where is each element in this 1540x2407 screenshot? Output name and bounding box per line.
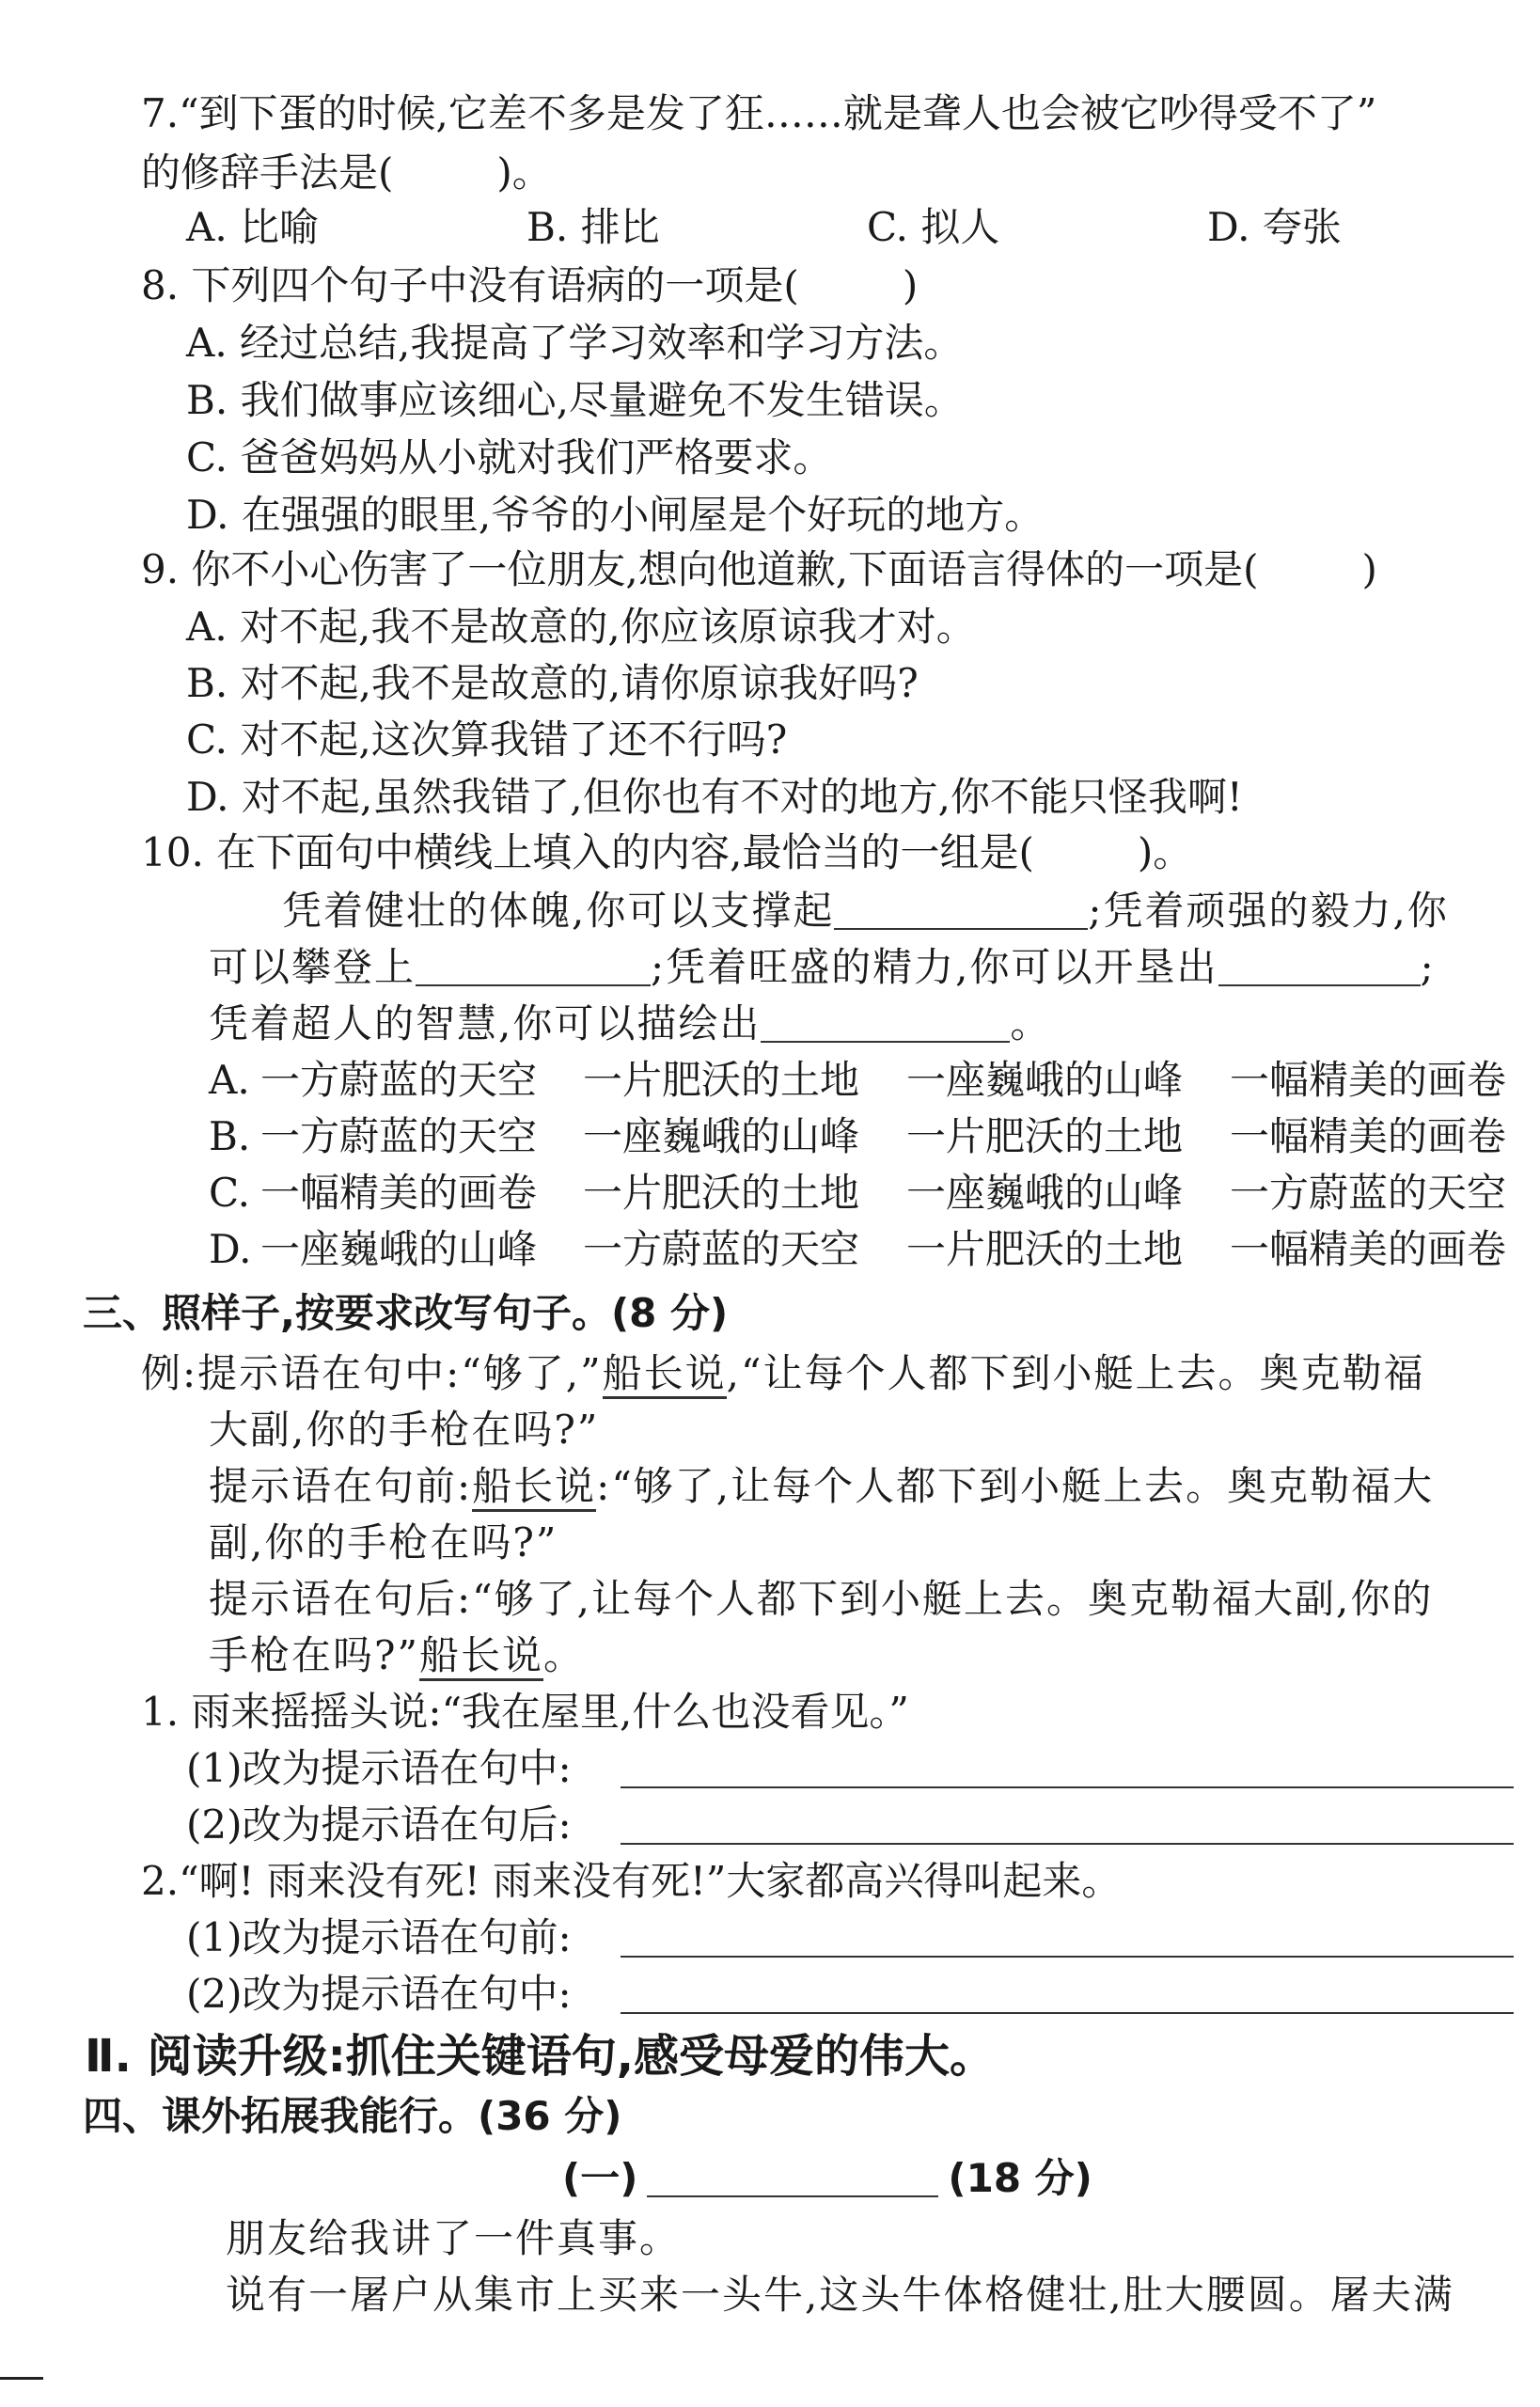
q9-stem-end: ) (1361, 546, 1377, 592)
q10-passage-line1 (282, 884, 1449, 938)
q10-blank-2[interactable] (416, 947, 651, 986)
q7-stem-text: 的修辞手法是( (141, 149, 394, 196)
sec3-example-line1 (141, 1346, 1424, 1401)
q10-stem-end: )。 (1137, 829, 1193, 875)
q10-option-phrase: 一座巍峨的山峰 (906, 1057, 1184, 1103)
q10-option-key: C. (209, 1170, 250, 1216)
q10-option-phrase: 一方蔚蓝的天空 (260, 1113, 538, 1159)
q10-option-phrase: 一片肥沃的土地 (906, 1226, 1184, 1272)
q10-passage-text: 可以攀登上 (209, 944, 416, 990)
q10-option-phrase: 一方蔚蓝的天空 (1230, 1170, 1507, 1216)
passage-1-number: (一) (562, 2155, 638, 2201)
example-text: 提示语在句前: (209, 1463, 473, 1509)
q8-option-a[interactable]: A. 经过总结,我提高了学习效率和学习方法。 (186, 320, 964, 366)
sec3-item2-part1-label: (1)改为提示语在句前: (186, 1914, 572, 1960)
q10-option-phrase: 一座巍峨的山峰 (260, 1226, 538, 1272)
q8-stem-end: ) (902, 262, 919, 308)
q10-passage-line3 (209, 997, 1051, 1051)
q10-option-phrase: 一方蔚蓝的天空 (583, 1226, 860, 1272)
q10-passage-text: 凭着健壮的体魄,你可以支撑起 (282, 888, 835, 934)
passage-1-paragraph-2: 说有一屠户从集市上买来一头牛,这头牛体格健壮,肚大腰圆。屠夫满 (226, 2272, 1454, 2318)
q10-stem (141, 826, 1192, 880)
part-2-heading: Ⅱ. 阅读升级:抓住关键语句,感受母爱的伟大。 (85, 2030, 995, 2083)
example-underlined-speaker: 船长说 (603, 1350, 727, 1399)
section-3-heading: 三、照样子,按要求改写句子。(8 分) (83, 1290, 729, 1336)
q10-option-phrase: 一座巍峨的山峰 (906, 1170, 1184, 1216)
sec3-item2: 2.“啊! 雨来没有死! 雨来没有死!”大家都高兴得叫起来。 (141, 1858, 1122, 1904)
sec3-item1: 1. 雨来摇摇头说:“我在屋里,什么也没看见。” (141, 1689, 909, 1735)
sec3-example-line2: 大副,你的手枪在吗?” (209, 1407, 600, 1453)
sec3-item2-part2-label: (2)改为提示语在句中: (186, 1971, 572, 2017)
q10-option-phrase: 一幅精美的画卷 (1230, 1057, 1507, 1103)
q10-option-phrase: 一幅精美的画卷 (1230, 1226, 1507, 1272)
q8-option-c[interactable]: C. 爸爸妈妈从小就对我们严格要求。 (186, 434, 833, 480)
section-4-heading: 四、课外拓展我能行。(36 分) (83, 2093, 622, 2139)
q10-option-phrase: 一座巍峨的山峰 (583, 1113, 860, 1159)
page-corner-mark (0, 2377, 43, 2380)
sec3-example-line5: 提示语在句后:“够了,让每个人都下到小艇上去。奥克勒福大副,你的 (209, 1576, 1434, 1622)
q7-option-a[interactable]: A. 比喻 (186, 204, 320, 250)
sec3-example-line3 (209, 1459, 1434, 1514)
example-text: 手枪在吗?” (209, 1632, 419, 1678)
sec3-item2-part2-answer-line[interactable] (621, 2012, 1514, 2014)
q10-option-phrase: 一片肥沃的土地 (583, 1057, 860, 1103)
q10-option-phrase: 一片肥沃的土地 (906, 1113, 1184, 1159)
q10-stem-text: 10. 在下面句中横线上填入的内容,最恰当的一组是( (141, 829, 1034, 875)
q7-option-c[interactable]: C. 拟人 (867, 204, 1000, 250)
passage-1-heading (562, 2151, 1092, 2206)
q10-option-phrase: 一片肥沃的土地 (583, 1170, 860, 1216)
q7-stem-end: )。 (496, 149, 552, 196)
example-text: ,“让每个人都下到小艇上去。奥克勒福 (726, 1350, 1425, 1396)
sec3-item1-part1-label: (1)改为提示语在句中: (186, 1745, 572, 1791)
q10-passage-line2 (209, 940, 1436, 995)
q10-passage-text: ;凭着顽强的毅力,你 (1088, 888, 1449, 934)
example-text: 。 (543, 1632, 586, 1678)
passage-1-score: (18 分) (948, 2155, 1092, 2201)
sec3-item1-part1-answer-line[interactable] (621, 1786, 1514, 1788)
q7-option-b[interactable]: B. 排比 (526, 204, 660, 250)
example-text: 例:提示语在句中:“够了,” (141, 1350, 603, 1396)
q8-option-b[interactable]: B. 我们做事应该细心,尽量避免不发生错误。 (186, 377, 964, 423)
q9-stem (141, 543, 1377, 597)
q10-option-phrase: 一幅精美的画卷 (1230, 1113, 1507, 1159)
passage-1-paragraph-1: 朋友给我讲了一件真事。 (226, 2215, 682, 2261)
q10-option-phrase: 一幅精美的画卷 (260, 1170, 538, 1216)
q10-option-key: B. (209, 1113, 251, 1159)
sec3-item1-part2-label: (2)改为提示语在句后: (186, 1801, 572, 1848)
q8-stem-text: 8. 下列四个句子中没有语病的一项是( (141, 262, 799, 308)
q8-option-d[interactable]: D. 在强强的眼里,爷爷的小闸屋是个好玩的地方。 (186, 492, 1045, 538)
q7-stem-line2 (141, 146, 552, 200)
q9-option-c[interactable]: C. 对不起,这次算我错了还不行吗? (186, 716, 788, 763)
sec3-item1-part2-answer-line[interactable] (621, 1843, 1514, 1845)
q7-option-d[interactable]: D. 夸张 (1207, 204, 1342, 250)
q9-option-b[interactable]: B. 对不起,我不是故意的,请你原谅我好吗? (186, 660, 919, 706)
example-underlined-speaker: 船长说 (472, 1463, 596, 1512)
q9-stem-text: 9. 你不小心伤害了一位朋友,想向他道歉,下面语言得体的一项是( (141, 546, 1259, 592)
q10-option-key: D. (209, 1226, 252, 1272)
q10-passage-text: ; (1420, 944, 1436, 990)
sec3-example-line6 (209, 1628, 585, 1683)
sec3-example-line4: 副,你的手枪在吗?” (209, 1519, 558, 1565)
q8-stem (141, 259, 918, 313)
example-text: :“够了,让每个人都下到小艇上去。奥克勒福大 (596, 1463, 1435, 1509)
q7-stem-line1: 7.“到下蛋的时候,它差不多是发了狂……就是聋人也会被它吵得受不了” (141, 90, 1377, 136)
example-underlined-speaker: 船长说 (419, 1632, 543, 1681)
passage-1-title-blank[interactable] (647, 2158, 938, 2197)
q9-option-d[interactable]: D. 对不起,虽然我错了,但你也有不对的地方,你不能只怪我啊! (186, 774, 1243, 820)
q10-passage-text: 。 (1010, 1000, 1052, 1046)
q10-passage-text: ;凭着旺盛的精力,你可以开垦出 (651, 944, 1218, 990)
q10-option-key: A. (209, 1057, 250, 1103)
q9-option-a[interactable]: A. 对不起,我不是故意的,你应该原谅我才对。 (186, 604, 976, 650)
q10-passage-text: 凭着超人的智慧,你可以描绘出 (209, 1000, 762, 1046)
q10-option-phrase: 一方蔚蓝的天空 (260, 1057, 538, 1103)
sec3-item2-part1-answer-line[interactable] (621, 1956, 1514, 1958)
q10-blank-1[interactable] (834, 890, 1088, 930)
q10-blank-3[interactable] (1218, 947, 1421, 986)
q10-blank-4[interactable] (761, 1003, 1010, 1043)
